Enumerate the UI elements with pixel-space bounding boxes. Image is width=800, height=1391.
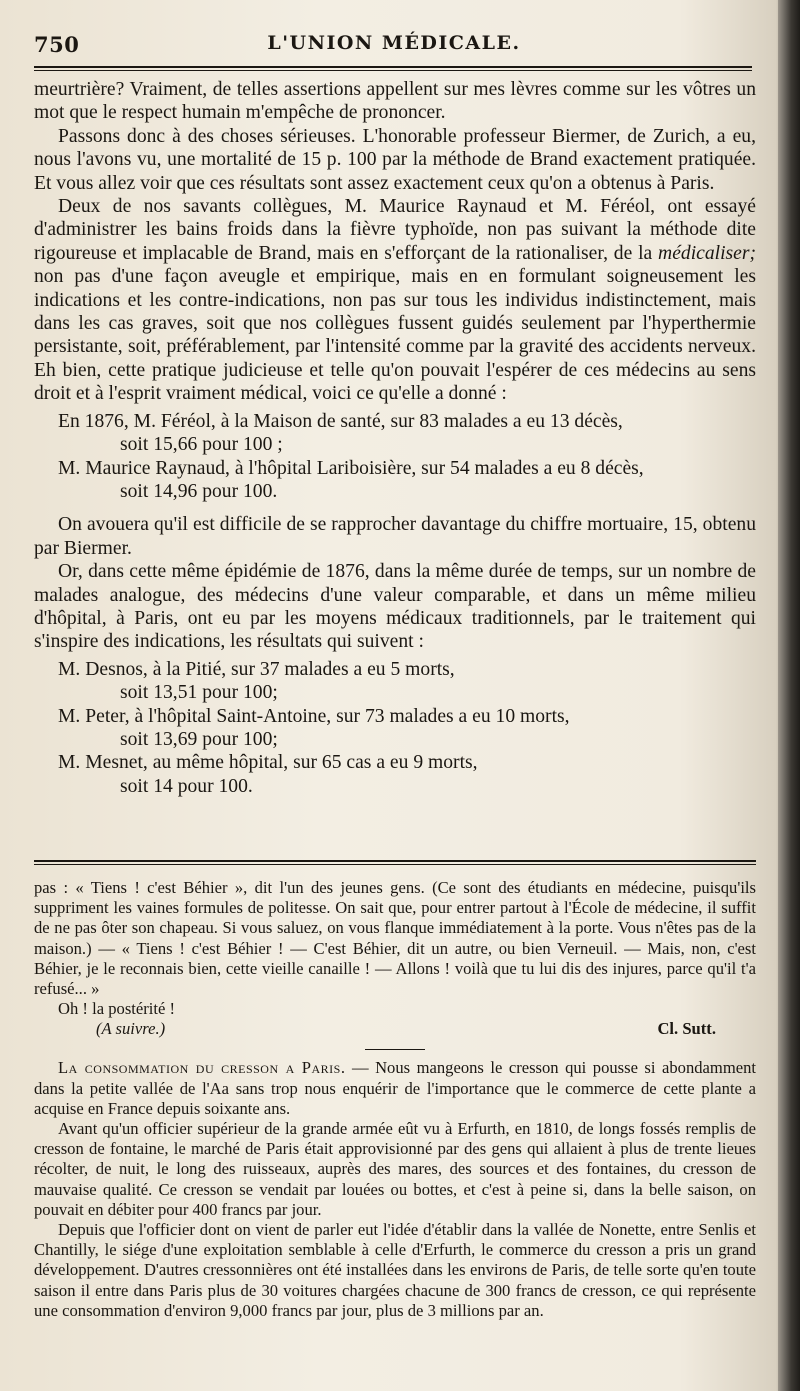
paragraph [34,1058,756,1119]
list-item-rate: soit 14,96 pour 100. [120,480,278,502]
list-item: M. Desnos, à la Pitié, sur 37 malades a eu 5 morts, [58,658,455,680]
paragraph: Avant qu'un officier supérieur de la grande armée eût vu à Erfurth, en 1810, de longs fossés remplis de cresson de fontaine, le marché de Paris était approvisionné par des gens qui allaient à plus de trente lieues récolter, de nuit, le long des ruisseaux, auprès des mares, des sources et des fontaines, du cresson de mauvaise qualité. Ce cresson se vendait par louées ou bottes, et c'est à peine si, dans la belle saison, on pouvait en débiter pour 400 francs par jour. [34,1119,756,1219]
to-be-continued: (A suivre.) [96,1019,166,1039]
paragraph: pas : « Tiens ! c'est Béhier », dit l'un des jeunes gens. (Ce sont des étudiants en médecine, puisqu'ils suppriment les vaines formules de politesse. On sait que, pour entrer partout à l'École de médecine, il suffit de ne pas ôter son chapeau. Si vous saluez, on vous flanque immédiatement à la porte. Vous n'êtes pas de la maison.) — « Tiens ! c'est Béhier ! — C'est Béhier, dit un autre, ou bien Verneuil. — Mais, non, c'est Béhier, je le reconnais bien, cette vieille canaille ! — Allons ! voilà que tu lui dis des injures, parce qu'il t'a refusé... » [34,878,756,999]
list-item: M. Peter, à l'hôpital Saint-Antoine, sur 73 malades a eu 10 morts, [58,705,570,727]
section-rule [34,860,756,865]
short-divider [365,1049,425,1050]
list-item: M. Maurice Raynaud, à l'hôpital Lariboisière, sur 54 malades a eu 8 décès, [58,457,644,479]
results-list-2 [34,658,756,798]
paragraph: Depuis que l'officier dont on vient de parler eut l'idée d'établir dans la vallée de Nonette, entre Senlis et Chantilly, le siége d'une exploitation semblable à celle d'Erfurth, le commerce du cresson a pris un grand développement. D'autres cressonnières ont été installées dans les environs de Paris, de telle sorte qu'en toute saison il entre dans Paris plus de 30 voitures chargées chacune de 300 francs de cresson, ce qui représente une consommation d'environ 9,000 francs par jour, plus de 3 millions par an. [34,1220,756,1320]
list-item-rate: soit 13,69 pour 100; [120,728,278,750]
main-article [34,78,756,808]
results-list-1 [34,410,756,504]
text-run: Deux de nos savants collègues, M. Maurice Raynaud et M. Féréol, ont essayé d'administrer les bains froids dans la fièvre typhoïde, non pas suivant la méthode dite rigoureuse et implacable de Brand, mais en s'efforçant de la rationaliser, de la [34,196,756,264]
list-item-rate: soit 14 pour 100. [120,775,253,797]
paragraph [34,195,756,406]
text-run: — Nous mangeons le cresson qui pousse si abondamment dans la petite vallée de l'Aa sans trop nous enquérir de l'importance que le commerce de cette plante a acquise en France depuis soixante ans. [34,1058,756,1118]
text-run: non pas d'une façon aveugle et empirique, mais en en formulant soigneusement les indications et les contre-indications, non pas sur tous les individus indistinctement, mais dans les cas graves, soit que nos collègues fussent guidés seulement par l'hyperthermie persistante, soit, préférablement, par l'intensité comme par la gravité des accidents nerveux. Eh bien, cette pratique judicieuse et telle qu'on pouvait l'espérer de ces médecins au sens droit et à l'esprit vraiment médical, voici ce qu'elle a donné : [34,266,756,405]
section-heading: La consommation du cresson a Paris. [58,1058,346,1078]
list-item: M. Mesnet, au même hôpital, sur 65 cas a eu 9 morts, [58,752,478,774]
author-signature: Cl. Sutt. [657,1019,716,1039]
paragraph: Oh ! la postérité ! [58,999,176,1019]
list-item: En 1876, M. Féréol, à la Maison de santé, sur 83 malades a eu 13 décès, [58,410,623,432]
signature-row [34,1019,756,1041]
list-item-rate: soit 13,51 pour 100; [120,682,278,704]
feuilleton-section [34,878,756,1321]
paragraph: Passons donc à des choses sérieuses. L'honorable professeur Biermer, de Zurich, a eu, nous l'avons vu, une mortalité de 15 p. 100 par la méthode de Brand exactement pratiquée. Et vous allez voir que ces résultats sont assez exactement ceux qu'on a obtenus à Paris. [34,125,756,194]
paragraph: On avouera qu'il est difficile de se rapprocher davantage du chiffre mortuaire, 15, obtenu par Biermer. [34,514,756,559]
page-header [34,32,754,62]
book-spine-shadow [778,0,800,1391]
paragraph: meurtrière? Vraiment, de telles assertions appellent sur mes lèvres comme sur les vôtres un mot que le respect humain m'empêche de prononcer. [34,79,756,124]
list-item-rate: soit 15,66 pour 100 ; [120,434,283,456]
paragraph: Or, dans cette même épidémie de 1876, dans la même durée de temps, sur un nombre de malades analogue, des médecins d'une valeur comparable, et dans un même milieu d'hôpital, à Paris, ont eu par les moyens médicaux traditionnels, par le traitement qui s'inspire des indications, les résultats qui suivent : [34,561,756,653]
header-rule [34,66,752,71]
running-title: L'UNION MÉDICALE. [267,32,521,54]
page-number: 750 [34,32,80,57]
italic-text: médicaliser; [658,242,756,264]
